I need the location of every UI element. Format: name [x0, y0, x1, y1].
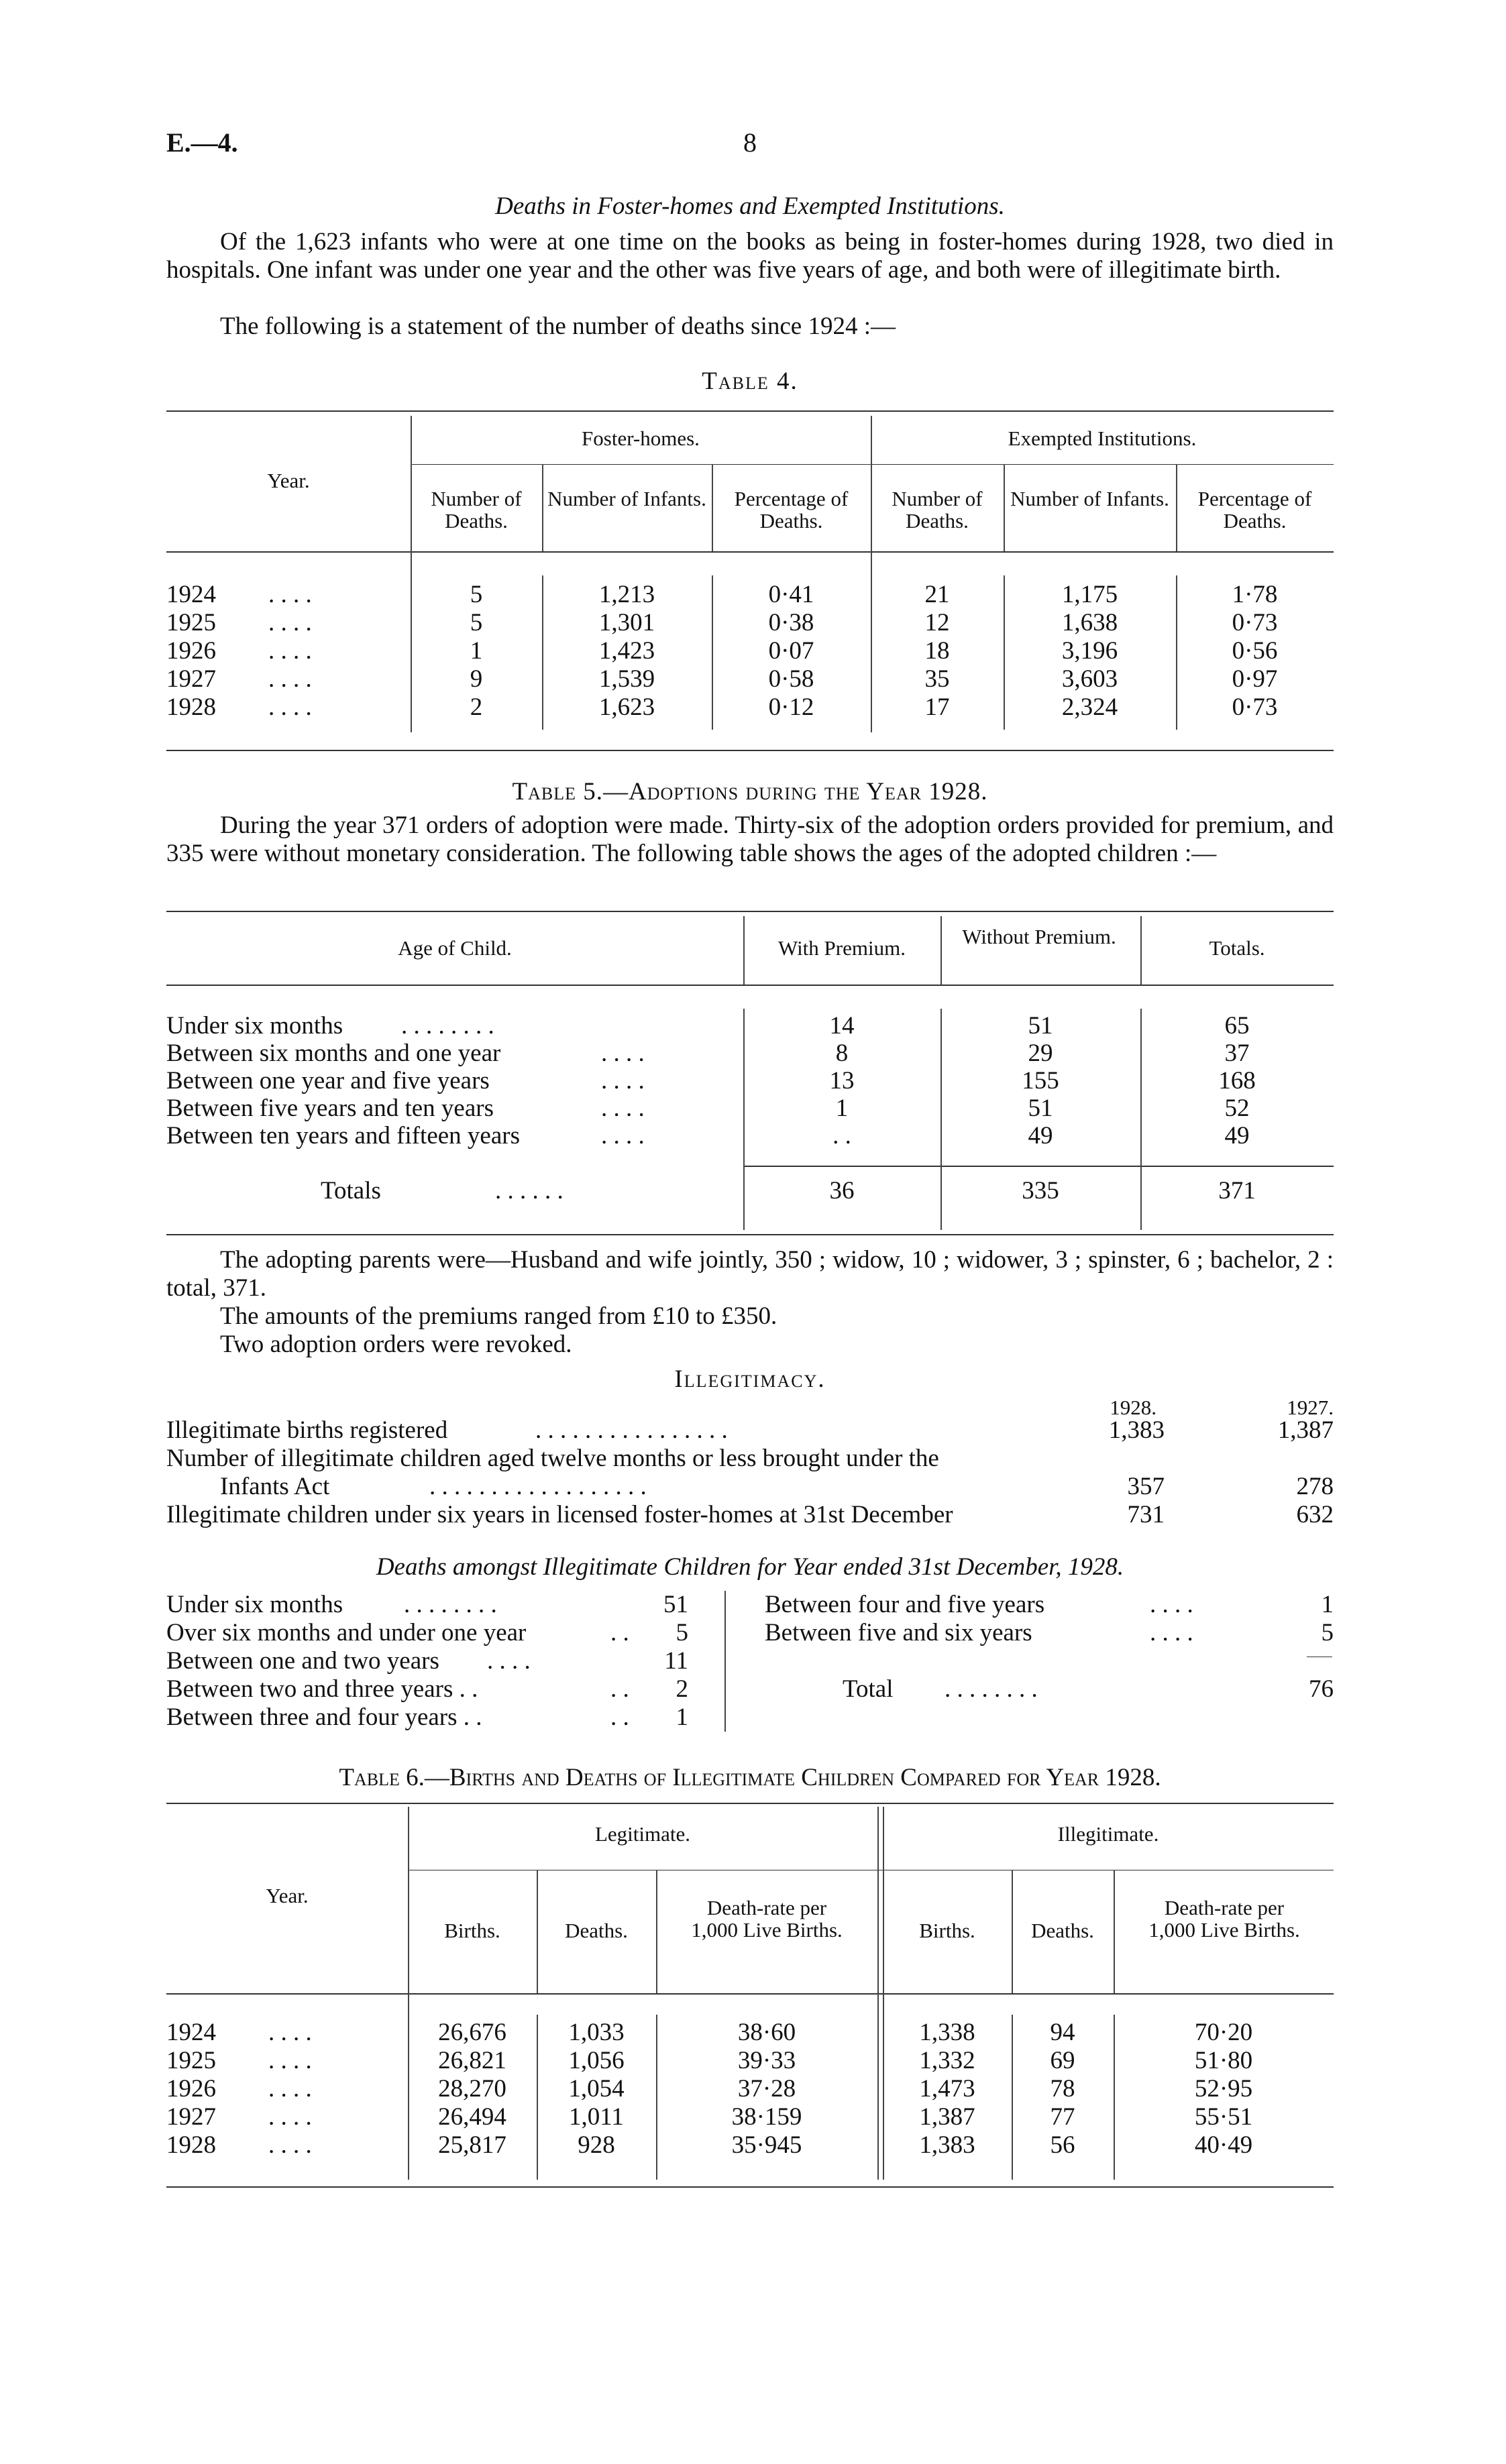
ill-deaths-left-value: 1	[676, 1703, 688, 1731]
ill-deaths-left-label: Between three and four years . .	[166, 1703, 482, 1731]
table6-col-header: Births.	[444, 1919, 500, 1942]
illegitimacy-row-label: Number of illegitimate children aged twelve months or less brought under the	[166, 1445, 939, 1472]
table4-group-foster: Foster-homes.	[582, 427, 700, 450]
table-cell: 77	[1050, 2103, 1075, 2131]
table-row-leader: . . . . . . . . . . . . . . . .	[535, 1416, 728, 1444]
table-cell: 25,817	[438, 2131, 506, 2159]
table-row-leader: . . . .	[268, 637, 312, 665]
table-cell: 26,676	[438, 2019, 506, 2046]
table-cell: 1,213	[598, 581, 655, 608]
ill-deaths-left-value: 2	[676, 1675, 688, 1703]
table4-col-header: Number of Deaths.	[431, 487, 522, 533]
table-cell: 8	[835, 1040, 849, 1067]
table6-col-header: Death-rate per 1,000 Live Births.	[1148, 1896, 1300, 1942]
table-cell: 1,301	[598, 609, 655, 636]
foster-deaths-heading: Deaths in Foster-homes and Exempted Institutions.	[495, 192, 1005, 220]
table-cell: . .	[832, 1122, 851, 1150]
table-cell: 37	[1224, 1040, 1250, 1067]
table4-col-header: Percentage of Deaths.	[1197, 487, 1312, 533]
table-row-label: Between ten years and fifteen years	[166, 1122, 520, 1150]
table-cell: 21	[924, 581, 950, 608]
table-cell: 56	[1050, 2131, 1075, 2159]
table-cell: 1,332	[919, 2047, 975, 2074]
adopting-parents-paragraph: The adopting parents were—Husband and wife jointly, 350 ; widow, 10 ; widower, 3 ; spinster, 6 ; bachelor, 2 : total, 371.	[166, 1246, 1334, 1302]
table-cell: 55·51	[1194, 2103, 1253, 2131]
ill-deaths-right-value: 5	[1321, 1619, 1334, 1646]
table-cell: 13	[829, 1067, 855, 1095]
table-cell: 1,338	[919, 2019, 975, 2046]
table-cell: 0·73	[1232, 609, 1278, 636]
table4-title: Table 4.	[702, 368, 798, 395]
illegitimacy-value-1928: 1,383	[1108, 1416, 1165, 1444]
table-cell: 1,054	[568, 2075, 625, 2103]
table-row-year: 1927	[166, 2103, 216, 2131]
table5-title: Table 5.—Adoptions during the Year 1928.	[512, 778, 988, 805]
table-row-leader: . . . .	[268, 2019, 312, 2046]
table-cell: 0·12	[768, 693, 814, 721]
illegitimacy-value-1927: 278	[1296, 1473, 1334, 1500]
table-cell: 65	[1224, 1012, 1250, 1040]
ill-deaths-heading: Deaths amongst Illegitimate Children for Year ended 31st December, 1928.	[376, 1553, 1124, 1581]
table5-col-with: With Premium.	[778, 936, 906, 960]
document-code: E.—4.	[166, 127, 238, 158]
table-cell: 29	[1028, 1040, 1053, 1067]
illegitimacy-value-1928: 731	[1127, 1501, 1165, 1528]
foster-deaths-statement: The following is a statement of the number of deaths since 1924 :—	[220, 313, 896, 340]
table-cell: 69	[1050, 2047, 1075, 2074]
ill-deaths-right-label: Between five and six years	[765, 1619, 1032, 1646]
table5-paragraph: During the year 371 orders of adoption were made. Thirty-six of the adoption orders provided for premium, and 335 were without monetary consideration. The following table shows the ages of the adopted children :—	[166, 811, 1334, 867]
table-cell: 0·38	[768, 609, 814, 636]
ill-deaths-right-value: 1	[1321, 1591, 1334, 1618]
table-cell: 3,196	[1061, 637, 1118, 665]
table-cell: 1,473	[919, 2075, 975, 2103]
illegitimacy-year-1928: 1928.	[1110, 1396, 1157, 1419]
foster-deaths-paragraph: Of the 1,623 infants who were at one time on the books as being in foster-homes during 1928, two died in hospitals. One infant was under one year and the other was five years of age, and both were of illegitimate birth.	[166, 228, 1334, 284]
table-cell: 5	[470, 581, 483, 608]
table-cell: 1,387	[919, 2103, 975, 2131]
ill-deaths-left-label: Between one and two years	[166, 1647, 439, 1675]
table-cell: 0·41	[768, 581, 814, 608]
table-cell: 0·56	[1232, 637, 1278, 665]
table4-col-year: Year.	[267, 469, 310, 492]
table-cell: 70·20	[1194, 2019, 1253, 2046]
table-row-year: 1924	[166, 581, 216, 608]
table-row-leader: . . . . . . . .	[945, 1675, 1038, 1703]
table-cell: 2,324	[1061, 693, 1118, 721]
ill-deaths-left-value: 5	[676, 1619, 688, 1646]
table-cell: 1	[470, 637, 483, 665]
table5-col-without: Without Premium.	[962, 925, 1116, 948]
table-cell: 35	[924, 665, 950, 693]
table-cell: 0·07	[768, 637, 814, 665]
table4-col-header: Number of Deaths.	[892, 487, 983, 533]
table-cell: 51·80	[1194, 2047, 1253, 2074]
table6-group-legitimate: Legitimate.	[594, 1822, 691, 1846]
table-row-leader: . . . .	[268, 609, 312, 636]
table-cell: 38·60	[737, 2019, 796, 2046]
table-row-leader: . .	[610, 1703, 629, 1731]
table-cell: 9	[470, 665, 483, 693]
table-cell: 1,033	[568, 2019, 625, 2046]
table-cell: 1,011	[569, 2103, 624, 2131]
illegitimacy-year-1927: 1927.	[1287, 1396, 1334, 1419]
table-row-leader: . . . . . . . . . . . . . . . . . .	[429, 1473, 647, 1500]
table6-col-header: Births.	[919, 1919, 975, 1942]
table6-group-illegitimate: Illegitimate.	[1057, 1822, 1159, 1846]
table-cell: 40·49	[1194, 2131, 1253, 2159]
table-row-year: 1924	[166, 2019, 216, 2046]
table-cell: 38·159	[731, 2103, 802, 2131]
table-row-label: Between six months and one year	[166, 1040, 501, 1067]
table6-col-header: Death-rate per 1,000 Live Births.	[691, 1896, 843, 1942]
table-cell: 1,056	[568, 2047, 625, 2074]
illegitimacy-row-label: Illegitimate children under six years in licensed foster-homes at 31st December	[166, 1501, 953, 1528]
table-cell: 52·95	[1194, 2075, 1253, 2103]
table-row-leader: . . . .	[601, 1040, 645, 1067]
table5-col-totals: Totals.	[1209, 936, 1265, 960]
table-row-year: 1926	[166, 2075, 216, 2103]
table-row-year: 1927	[166, 665, 216, 693]
table-row-leader: . . . .	[268, 581, 312, 608]
table-cell: 1,383	[919, 2131, 975, 2159]
table-row-leader: . .	[610, 1675, 629, 1703]
table5-total-without: 335	[1022, 1177, 1059, 1205]
table6-title: Table 6.—Births and Deaths of Illegitimate Children Compared for Year 1928.	[339, 1764, 1161, 1791]
table-cell: 35·945	[731, 2131, 802, 2159]
table-cell: 0·73	[1232, 693, 1278, 721]
ill-deaths-left-label: Between two and three years . .	[166, 1675, 478, 1703]
table-cell: 94	[1050, 2019, 1075, 2046]
ill-deaths-right-label: Between four and five years	[765, 1591, 1045, 1618]
table-cell: 17	[924, 693, 950, 721]
table5-total-all: 371	[1218, 1177, 1256, 1205]
table-cell: 51	[1028, 1012, 1053, 1040]
table-row-label: Between five years and ten years	[166, 1095, 494, 1122]
table-cell: 51	[1028, 1095, 1053, 1122]
table-row-leader: . . . . . . . .	[404, 1591, 497, 1618]
table-cell: 52	[1224, 1095, 1250, 1122]
table-row-year: 1925	[166, 2047, 216, 2074]
table-cell: 26,821	[438, 2047, 506, 2074]
ill-deaths-total-value: 76	[1309, 1675, 1334, 1703]
table5-col-age: Age of Child.	[398, 936, 512, 960]
table-cell: 1·78	[1232, 581, 1278, 608]
table-cell: 168	[1218, 1067, 1256, 1095]
table-cell: 12	[924, 609, 950, 636]
table-cell: 0·97	[1232, 665, 1278, 693]
table-row-leader: . . . .	[268, 2131, 312, 2159]
table-cell: 3,603	[1061, 665, 1118, 693]
table-row-leader: . . . .	[268, 665, 312, 693]
table-row-leader: . . . . . . . .	[401, 1012, 494, 1040]
table-cell: 928	[578, 2131, 615, 2159]
illegitimacy-value-1927: 1,387	[1277, 1416, 1334, 1444]
table4-col-header: Number of Infants.	[1010, 487, 1169, 510]
table-cell: 49	[1028, 1122, 1053, 1150]
table-row-year: 1928	[166, 693, 216, 721]
table-row-year: 1925	[166, 609, 216, 636]
table-row-leader: . . . . . .	[495, 1177, 563, 1205]
table-row-leader: . . . .	[268, 2047, 312, 2074]
table5-total-with: 36	[829, 1177, 855, 1205]
table-cell: 1,638	[1061, 609, 1118, 636]
ill-deaths-left-value: 11	[664, 1647, 688, 1675]
table-row-year: 1928	[166, 2131, 216, 2159]
table-row-leader: . . . .	[268, 2103, 312, 2131]
revoked-paragraph: Two adoption orders were revoked.	[220, 1331, 572, 1358]
table-cell: 28,270	[438, 2075, 506, 2103]
table-cell: 0·58	[768, 665, 814, 693]
table-cell: 1,175	[1061, 581, 1118, 608]
table6-col-header: Deaths.	[1031, 1919, 1094, 1942]
table-row-label: Between one year and five years	[166, 1067, 490, 1095]
table-row-leader: . . . .	[601, 1122, 645, 1150]
table5-totals-label: Totals	[321, 1177, 381, 1205]
table-cell: 78	[1050, 2075, 1075, 2103]
ill-deaths-left-value: 51	[663, 1591, 688, 1618]
table-cell: 1,423	[598, 637, 655, 665]
page-number: 8	[743, 127, 757, 158]
illegitimacy-value-1928: 357	[1127, 1473, 1165, 1500]
premiums-paragraph: The amounts of the premiums ranged from £10 to £350.	[220, 1302, 777, 1330]
table4-group-exempt: Exempted Institutions.	[1008, 427, 1197, 450]
table-cell: 2	[470, 693, 483, 721]
table-cell: 49	[1224, 1122, 1250, 1150]
table6-col-year: Year.	[266, 1884, 309, 1907]
table-row-leader: . . . .	[1150, 1619, 1193, 1646]
table-cell: 155	[1022, 1067, 1059, 1095]
table-cell: 37·28	[737, 2075, 796, 2103]
table-row-leader: . . . .	[601, 1067, 645, 1095]
illegitimacy-row-label-continued: Infants Act	[220, 1473, 330, 1500]
table-cell: 1,539	[598, 665, 655, 693]
table-cell: 26,494	[438, 2103, 506, 2131]
illegitimacy-value-1927: 632	[1296, 1501, 1334, 1528]
table-row-label: Under six months	[166, 1012, 343, 1040]
table-row-leader: . .	[610, 1619, 629, 1646]
table-row-year: 1926	[166, 637, 216, 665]
table-cell: 5	[470, 609, 483, 636]
table-row-leader: . . . .	[601, 1095, 645, 1122]
ill-deaths-total-label: Total	[843, 1675, 894, 1703]
table-cell: 39·33	[737, 2047, 796, 2074]
table-row-leader: . . . .	[268, 693, 312, 721]
table-row-leader: . . . .	[1150, 1591, 1193, 1618]
table-cell: 18	[924, 637, 950, 665]
table-row-leader: . . . .	[268, 2075, 312, 2103]
table4-col-header: Percentage of Deaths.	[734, 487, 849, 533]
table6-col-header: Deaths.	[565, 1919, 628, 1942]
illegitimacy-heading: Illegitimacy.	[674, 1365, 826, 1393]
table-cell: 1,623	[598, 693, 655, 721]
table-row-leader: . . . .	[487, 1647, 531, 1675]
ill-deaths-left-label: Under six months	[166, 1591, 343, 1618]
illegitimacy-row-label: Illegitimate births registered	[166, 1416, 448, 1444]
table-cell: 1	[835, 1095, 849, 1122]
table-cell: 14	[829, 1012, 855, 1040]
table4-col-header: Number of Infants.	[547, 487, 706, 510]
ill-deaths-left-label: Over six months and under one year	[166, 1619, 527, 1646]
